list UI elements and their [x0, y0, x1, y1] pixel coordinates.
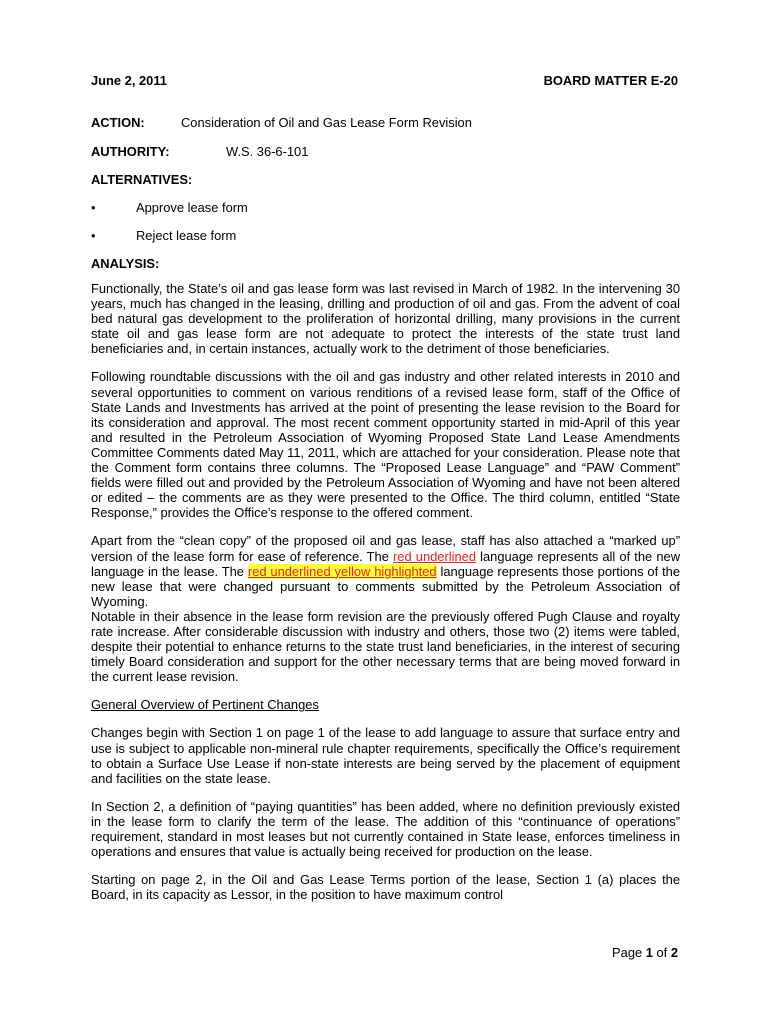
alternative-item: Approve lease form	[136, 200, 248, 215]
red-underlined-highlighted-sample: red underlined yellow highlighted	[247, 563, 437, 579]
analysis-paragraph-2: Following roundtable discussions with the oil and gas industry and other related interests in 2010 and several opportunities to comment on various renditions of a revised lease form, staff of the Office of State Lands and Investments has arrived at the point of presenting the lease revision to the Board for its consideration and approval. The most recent comment opportunity started in mid-April of this year and resulted in the Petroleum Association of Wyoming Proposed State Land Lease Amendments Committee Comments dated May 11, 2011, which are attached for your consideration. Please note that the Comment form contains three columns. The “Proposed Lease Language” and “PAW Comment” fields were filled out and provided by the Petroleum Association of Wyoming and have not been altered or edited – the comments are as they were presented to the Office. The third column, entitled “State Response,” provides the Office’s response to the offered comment.	[91, 369, 680, 521]
analysis-paragraph-1: Functionally, the State’s oil and gas lease form was last revised in March of 1982. In the intervening 30 years, much has changed in the leasing, drilling and production of oil and gas. From the advent of coal bed natural gas development to the proliferation of horizontal drilling, many provisions in the current state oil and gas lease form are not adequate to protect the interests of the state trust land beneficiaries and, in certain instances, actually work to the detriment of those beneficiaries.	[91, 281, 680, 357]
analysis-paragraph-7: Starting on page 2, in the Oil and Gas Lease Terms portion of the lease, Section 1 (a) places the Board, in its capacity as Lessor, in the position to have maximum control	[91, 872, 680, 903]
alternatives-label: ALTERNATIVES:	[91, 172, 193, 187]
bullet-glyph: •	[91, 228, 96, 243]
analysis-label: ANALYSIS:	[91, 256, 160, 271]
header-board-matter: BOARD MATTER E-20	[543, 73, 678, 88]
red-underlined-sample: red underlined	[393, 548, 476, 564]
alternative-item: Reject lease form	[136, 228, 237, 243]
footer-page-word: Page	[612, 945, 646, 960]
p3-text-a: Apart from the “clean copy” of the proposed oil and gas lease, staff has also attached a “marked up” version of the lease form for ease of reference. The	[91, 533, 680, 564]
footer-page-total: 2	[670, 945, 678, 960]
p3-text-c: language represents those portions of the new lease that were changed pursuant to comments submitted by the Petroleum Association of Wyoming.	[91, 563, 680, 609]
analysis-paragraph-3	[91, 533, 680, 608]
action-label: ACTION:	[91, 115, 145, 130]
header-date: June 2, 2011	[91, 73, 167, 88]
page-footer	[612, 945, 678, 960]
authority-row	[91, 144, 309, 159]
action-value: Consideration of Oil and Gas Lease Form Revision	[181, 115, 472, 130]
bullet-glyph: •	[91, 200, 96, 215]
section-subheading: General Overview of Pertinent Changes	[91, 697, 319, 713]
analysis-paragraph-4: Notable in their absence in the lease form revision are the previously offered Pugh Clause and royalty rate increase. After considerable discussion with industry and others, those two (2) items were tabled, despite their potential to enhance returns to the state trust land beneficiaries, in the interest of securing timely Board consideration and support for the other necessary terms that are being moved forward in the current lease revision.	[91, 608, 680, 685]
authority-value: W.S. 36-6-101	[226, 144, 309, 159]
action-row	[91, 115, 472, 130]
footer-of-word: of	[652, 945, 671, 960]
analysis-paragraph-5: Changes begin with Section 1 on page 1 of the lease to add language to assure that surface entry and use is subject to applicable non-mineral rule chapter requirements, specifically the Office’s requirement to obtain a Surface Use Lease if non-state interests are being served by the placement of equipment and facilities on the state lease.	[91, 725, 680, 786]
authority-label: AUTHORITY:	[91, 144, 170, 159]
footer-page-number: 1	[645, 945, 653, 960]
analysis-body	[91, 281, 680, 902]
p3-text-b: language represents all of the new language in the lease. The	[91, 548, 681, 579]
analysis-paragraph-6: In Section 2, a definition of “paying quantities” has been added, where no definition previously existed in the lease form to clarify the term of the lease. The addition of this “continuance of operations” requirement, standard in most leases but not currently contained in State lease, enforces timeliness in operations and ensures that value is actually being received for production on the lease.	[91, 798, 680, 860]
